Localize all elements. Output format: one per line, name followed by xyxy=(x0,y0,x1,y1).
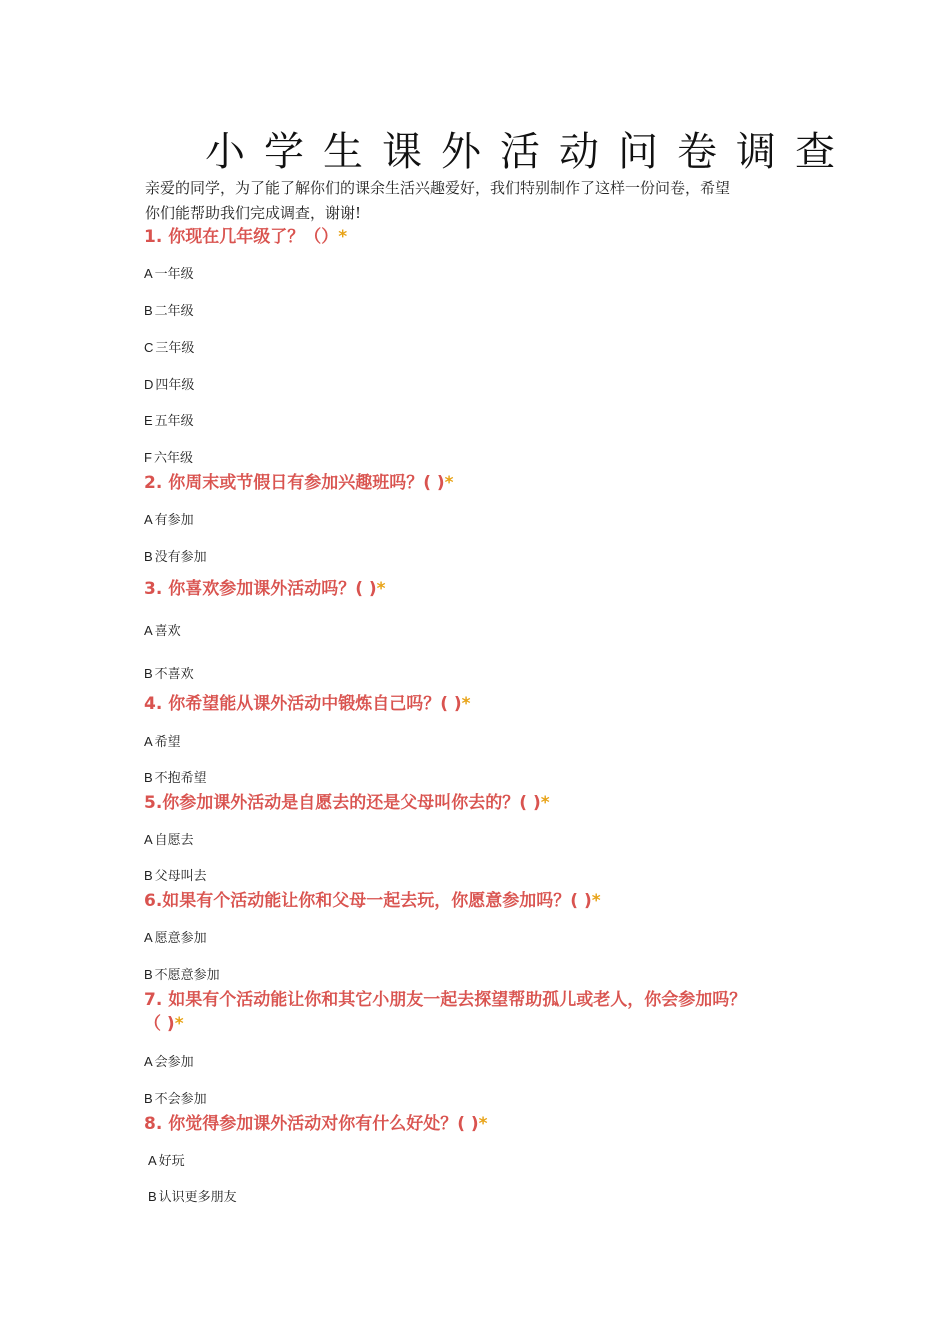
question-1 xyxy=(144,226,347,248)
q8-option-a[interactable]: A 好玩 xyxy=(148,1153,185,1169)
question-3-text: 3. 你喜欢参加课外活动吗？( ) xyxy=(144,579,377,599)
required-mark: * xyxy=(540,793,550,813)
q3-option-b[interactable]: B 不喜欢 xyxy=(144,666,194,682)
q1-option-f[interactable]: F 六年级 xyxy=(144,450,193,466)
intro-line-2: 你们能帮助我们完成调查，谢谢! xyxy=(145,204,362,222)
question-6 xyxy=(144,890,601,912)
q8-option-b[interactable]: B 认识更多朋友 xyxy=(148,1189,237,1205)
q7-option-a[interactable]: A 会参加 xyxy=(144,1054,194,1070)
page-title: 小学生课外活动问卷调查 xyxy=(205,129,854,175)
question-7-text-2: （ ) xyxy=(144,1014,175,1034)
q1-option-a[interactable]: A 一年级 xyxy=(144,266,194,282)
question-2 xyxy=(144,472,454,494)
intro-line-1: 亲爱的同学，为了能了解你们的课余生活兴趣爱好，我们特别制作了这样一份问卷，希望 xyxy=(145,179,731,197)
question-6-text: 6.如果有个活动能让你和父母一起去玩，你愿意参加吗？( ) xyxy=(144,891,592,911)
question-8-text: 8. 你觉得参加课外活动对你有什么好处？( ) xyxy=(144,1114,479,1134)
required-mark: * xyxy=(591,891,601,911)
q5-option-a[interactable]: A 自愿去 xyxy=(144,832,194,848)
required-mark: * xyxy=(338,227,348,247)
question-5 xyxy=(144,792,550,814)
required-mark: * xyxy=(478,1114,488,1134)
q3-option-a[interactable]: A 喜欢 xyxy=(144,623,181,639)
q2-option-b[interactable]: B 没有参加 xyxy=(144,549,207,565)
question-3 xyxy=(144,578,386,600)
question-4 xyxy=(144,693,471,715)
q6-option-a[interactable]: A 愿意参加 xyxy=(144,930,207,946)
question-4-text: 4. 你希望能从课外活动中锻炼自己吗？( ) xyxy=(144,694,462,714)
q4-option-a[interactable]: A 希望 xyxy=(144,734,181,750)
question-7 xyxy=(144,989,746,1011)
question-2-text: 2. 你周末或节假日有参加兴趣班吗？( ) xyxy=(144,473,445,493)
q1-option-e[interactable]: E 五年级 xyxy=(144,413,194,429)
required-mark: * xyxy=(444,473,454,493)
q2-option-a[interactable]: A 有参加 xyxy=(144,512,194,528)
question-7-line-2 xyxy=(144,1013,184,1035)
question-1-text: 1. 你现在几年级了？（） xyxy=(144,227,339,247)
q1-option-c[interactable]: C 三年级 xyxy=(144,340,195,356)
q7-option-b[interactable]: B 不会参加 xyxy=(144,1091,207,1107)
q4-option-b[interactable]: B 不抱希望 xyxy=(144,770,207,786)
question-5-text: 5.你参加课外活动是自愿去的还是父母叫你去的？( ) xyxy=(144,793,541,813)
question-8 xyxy=(144,1113,488,1135)
required-mark: * xyxy=(174,1014,184,1034)
q6-option-b[interactable]: B 不愿意参加 xyxy=(144,967,220,983)
required-mark: * xyxy=(461,694,471,714)
q5-option-b[interactable]: B 父母叫去 xyxy=(144,868,207,884)
required-mark: * xyxy=(376,579,386,599)
question-7-text: 7. 如果有个活动能让你和其它小朋友一起去探望帮助孤儿或老人，你会参加吗？ xyxy=(144,990,747,1010)
q1-option-d[interactable]: D 四年级 xyxy=(144,377,195,393)
q1-option-b[interactable]: B 二年级 xyxy=(144,303,194,319)
